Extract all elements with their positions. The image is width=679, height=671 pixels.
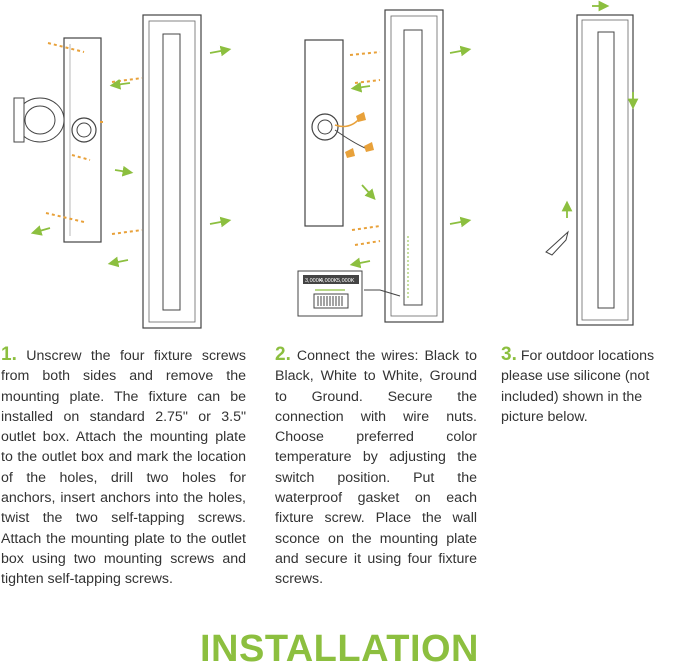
step-3-number: 3. xyxy=(501,344,517,365)
silicone-tube xyxy=(546,232,568,255)
switch-label-3000k: 3,000K xyxy=(305,278,323,284)
step-1-body: Unscrew the four fixture screws from both sides and remove the mounting plate. The fixture can be installed on standard 2.75" or 3.5" outlet box. Attach the mounting plate to the outlet box and mark the location of the holes, drill two holes for anchors, insert anchors into the holes, twist the two self-tapping screws. Attach the mounting plate to the outlet box using two mounting screws and tighten self-tapping screws. xyxy=(1,348,246,588)
step-3-text xyxy=(501,345,678,427)
step-2-number: 2. xyxy=(275,344,291,365)
outlet-box-1 xyxy=(14,98,64,142)
fixture-panel-2 xyxy=(385,10,443,322)
step-2-text xyxy=(275,345,477,590)
installation-illustration xyxy=(0,0,679,335)
step2-illustration xyxy=(298,10,466,322)
step-3-body: For outdoor locations please use silicone (not included) shown in the picture below. xyxy=(501,348,655,425)
switch-label-4000k: 4,000K xyxy=(320,278,338,284)
step-2-body: Connect the wires: Black to Black, White to White, Ground to Ground. Secure the connection with wire nuts. Choose preferred color temperature by adjusting the switch position. Put the waterproof gasket on each fixture screw. Place the wall sconce on the mounting plate and secure it using four fixture screws. xyxy=(275,348,477,588)
step3-illustration xyxy=(546,6,633,325)
page-title: INSTALLATION xyxy=(200,628,479,670)
fixture-panel-1 xyxy=(143,15,201,328)
color-temperature-switch xyxy=(298,271,362,316)
step1-illustration xyxy=(14,15,226,328)
step-1-number: 1. xyxy=(1,344,17,365)
fixture-panel-3 xyxy=(577,15,633,325)
switch-label-5000k: 5,000K xyxy=(337,278,355,284)
step-1-text xyxy=(1,345,246,590)
